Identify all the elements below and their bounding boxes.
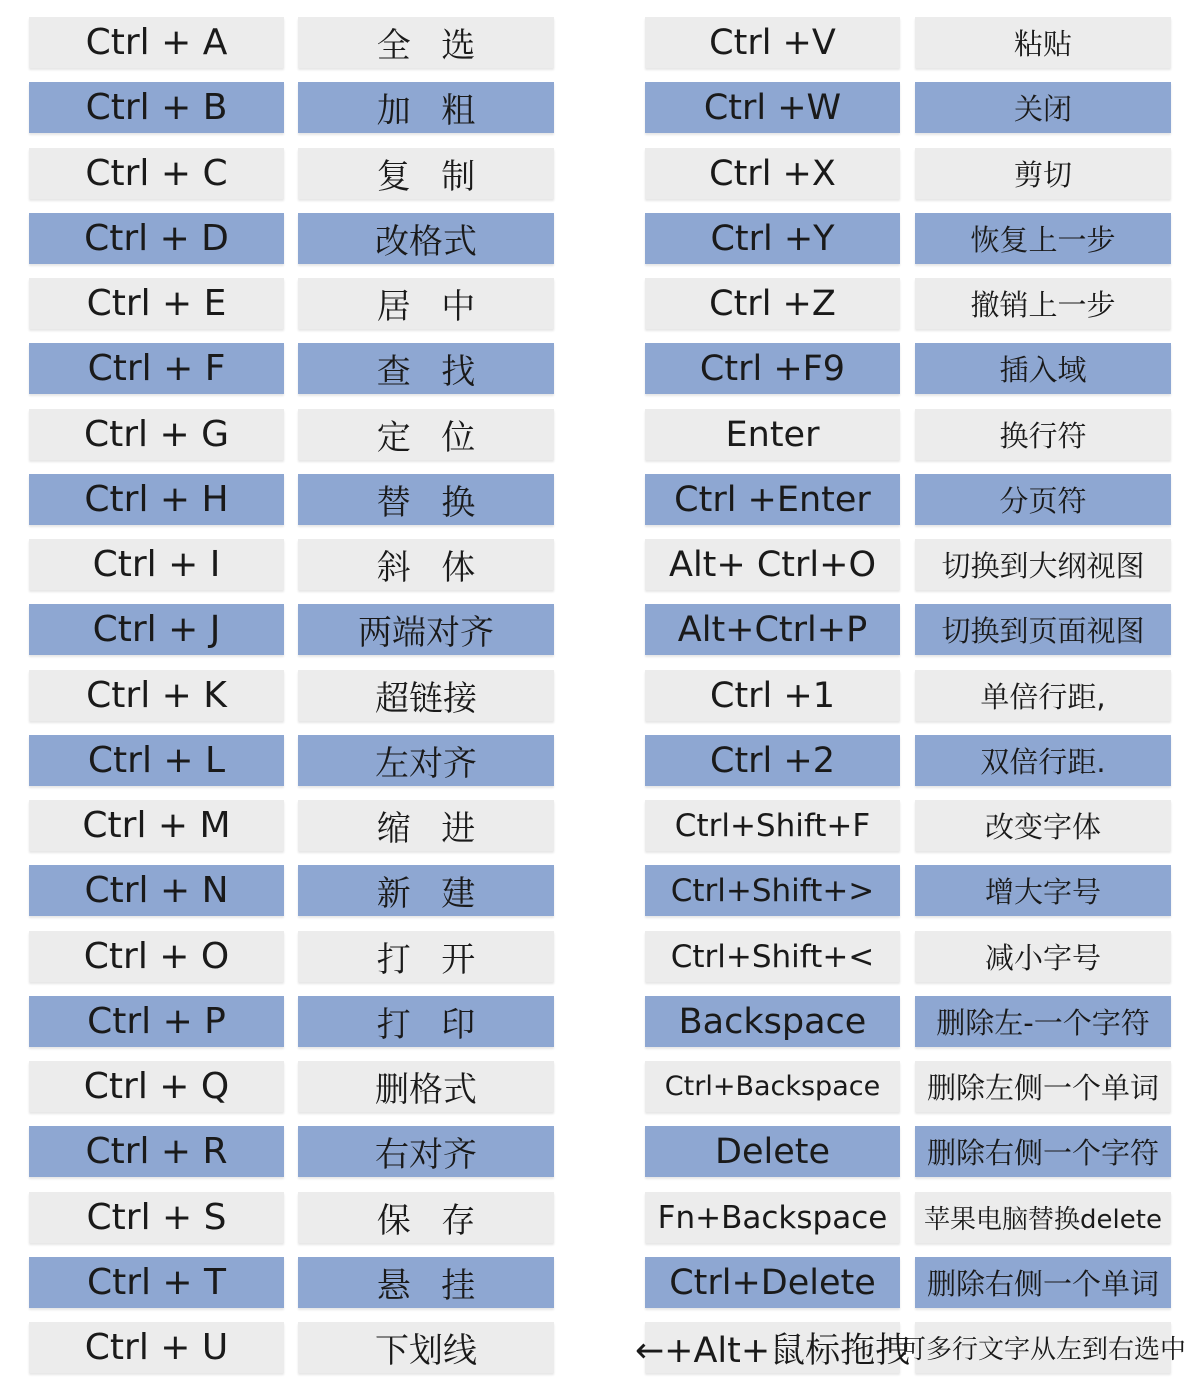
shortcut-description-left: 定位	[298, 409, 554, 460]
table-row	[0, 800, 1194, 851]
shortcut-key-right: Ctrl +Y	[645, 213, 900, 264]
shortcut-key-left: Ctrl + I	[29, 539, 284, 590]
table-row	[0, 1322, 1194, 1373]
shortcut-key-left: Ctrl + U	[29, 1322, 284, 1373]
shortcut-key-right: Ctrl+Shift+>	[645, 865, 900, 916]
shortcut-key-right: Ctrl+Backspace	[645, 1061, 900, 1112]
shortcut-key-left: Ctrl + D	[29, 213, 284, 264]
shortcut-description-right: 可多行文字从左到右选中	[915, 1322, 1171, 1373]
table-row	[0, 931, 1194, 982]
shortcut-key-left: Ctrl + J	[29, 604, 284, 655]
table-row	[0, 82, 1194, 133]
shortcut-key-left: Ctrl + B	[29, 82, 284, 133]
shortcut-key-left: Ctrl + A	[29, 17, 284, 68]
shortcut-key-right: ←+Alt+鼠标拖拽	[645, 1322, 900, 1373]
shortcut-key-left: Ctrl + C	[29, 148, 284, 199]
shortcut-key-left: Ctrl + M	[29, 800, 284, 851]
shortcut-key-right: Fn+Backspace	[645, 1192, 900, 1243]
table-row	[0, 1126, 1194, 1177]
shortcut-key-right: Ctrl+Shift+F	[645, 800, 900, 851]
shortcut-description-left: 两端对齐	[298, 604, 554, 655]
shortcut-description-right: 删除左侧一个单词	[915, 1061, 1171, 1112]
table-row	[0, 1192, 1194, 1243]
shortcut-key-right: Ctrl +F9	[645, 343, 900, 394]
shortcut-description-right: 插入域	[915, 343, 1171, 394]
shortcut-key-left: Ctrl + F	[29, 343, 284, 394]
shortcut-description-right: 恢复上一步	[915, 213, 1171, 264]
shortcut-key-right: Ctrl+Delete	[645, 1257, 900, 1308]
shortcut-key-right: Alt+ Ctrl+O	[645, 539, 900, 590]
table-row	[0, 996, 1194, 1047]
shortcut-key-right: Backspace	[645, 996, 900, 1047]
shortcut-key-left: Ctrl + T	[29, 1257, 284, 1308]
shortcut-key-left: Ctrl + Q	[29, 1061, 284, 1112]
shortcut-description-right: 删除右侧一个单词	[915, 1257, 1171, 1308]
shortcut-description-right: 撤销上一步	[915, 278, 1171, 329]
shortcut-key-left: Ctrl + O	[29, 931, 284, 982]
shortcut-description-left: 替换	[298, 474, 554, 525]
shortcut-description-left: 复制	[298, 148, 554, 199]
shortcut-description-left: 下划线	[298, 1322, 554, 1373]
shortcut-key-right: Enter	[645, 409, 900, 460]
shortcut-description-left: 悬挂	[298, 1257, 554, 1308]
table-row	[0, 1257, 1194, 1308]
shortcut-description-right: 粘贴	[915, 17, 1171, 68]
table-row	[0, 670, 1194, 721]
shortcut-description-left: 改格式	[298, 213, 554, 264]
shortcut-description-left: 查找	[298, 343, 554, 394]
table-row	[0, 539, 1194, 590]
table-row	[0, 278, 1194, 329]
shortcut-key-right: Delete	[645, 1126, 900, 1177]
table-row	[0, 1061, 1194, 1112]
shortcut-description-right: 删除右侧一个字符	[915, 1126, 1171, 1177]
shortcut-key-right: Alt+Ctrl+P	[645, 604, 900, 655]
shortcut-key-right: Ctrl +X	[645, 148, 900, 199]
shortcut-key-left: Ctrl + E	[29, 278, 284, 329]
shortcut-description-left: 超链接	[298, 670, 554, 721]
shortcut-key-right: Ctrl +1	[645, 670, 900, 721]
shortcut-description-right: 剪切	[915, 148, 1171, 199]
table-row	[0, 343, 1194, 394]
shortcut-key-left: Ctrl + L	[29, 735, 284, 786]
shortcut-description-left: 打印	[298, 996, 554, 1047]
shortcut-description-left: 居中	[298, 278, 554, 329]
shortcut-description-left: 新建	[298, 865, 554, 916]
shortcut-description-right: 切换到大纲视图	[915, 539, 1171, 590]
table-row	[0, 865, 1194, 916]
shortcut-description-right: 删除左-一个字符	[915, 996, 1171, 1047]
shortcut-description-left: 加粗	[298, 82, 554, 133]
shortcut-key-left: Ctrl + H	[29, 474, 284, 525]
shortcut-description-left: 缩进	[298, 800, 554, 851]
shortcut-key-left: Ctrl + S	[29, 1192, 284, 1243]
table-row	[0, 148, 1194, 199]
shortcut-key-right: Ctrl +Z	[645, 278, 900, 329]
table-row	[0, 409, 1194, 460]
shortcut-key-left: Ctrl + R	[29, 1126, 284, 1177]
shortcut-description-right: 双倍行距.	[915, 735, 1171, 786]
table-row	[0, 735, 1194, 786]
shortcut-description-right: 苹果电脑替换delete	[915, 1192, 1171, 1243]
shortcut-description-left: 右对齐	[298, 1126, 554, 1177]
shortcut-key-right: Ctrl +2	[645, 735, 900, 786]
shortcut-description-left: 删格式	[298, 1061, 554, 1112]
table-row	[0, 213, 1194, 264]
shortcut-key-right: Ctrl+Shift+<	[645, 931, 900, 982]
table-row	[0, 474, 1194, 525]
shortcut-key-left: Ctrl + P	[29, 996, 284, 1047]
shortcut-key-right: Ctrl +V	[645, 17, 900, 68]
shortcut-description-left: 全选	[298, 17, 554, 68]
shortcut-description-right: 换行符	[915, 409, 1171, 460]
shortcut-description-right: 改变字体	[915, 800, 1171, 851]
shortcut-description-left: 打开	[298, 931, 554, 982]
shortcut-description-right: 关闭	[915, 82, 1171, 133]
shortcut-key-left: Ctrl + G	[29, 409, 284, 460]
shortcut-key-right: Ctrl +Enter	[645, 474, 900, 525]
shortcut-description-right: 增大字号	[915, 865, 1171, 916]
shortcut-description-left: 左对齐	[298, 735, 554, 786]
shortcut-description-right: 单倍行距,	[915, 670, 1171, 721]
shortcut-description-right: 切换到页面视图	[915, 604, 1171, 655]
shortcut-description-left: 保存	[298, 1192, 554, 1243]
shortcut-description-right: 分页符	[915, 474, 1171, 525]
shortcut-key-right: Ctrl +W	[645, 82, 900, 133]
shortcut-description-left: 斜体	[298, 539, 554, 590]
shortcut-key-left: Ctrl + N	[29, 865, 284, 916]
shortcut-description-right: 减小字号	[915, 931, 1171, 982]
shortcut-key-left: Ctrl + K	[29, 670, 284, 721]
table-row	[0, 17, 1194, 68]
table-row	[0, 604, 1194, 655]
